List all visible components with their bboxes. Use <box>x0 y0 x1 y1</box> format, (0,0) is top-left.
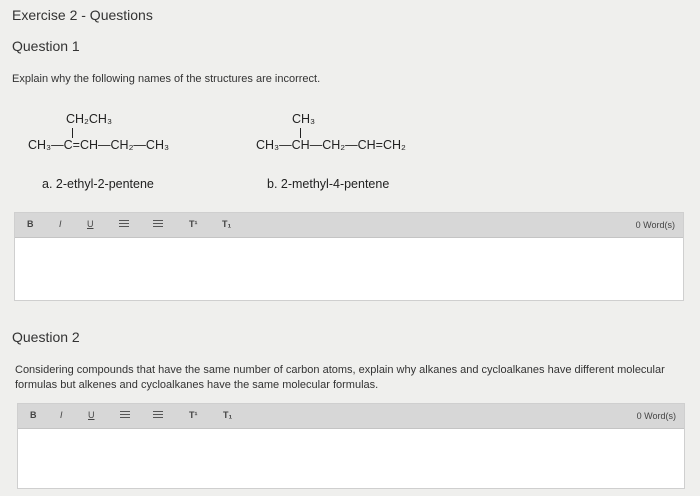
superscript-icon[interactable]: T¹ <box>189 410 198 420</box>
ordered-list-icon[interactable] <box>120 409 130 422</box>
bold-icon[interactable]: B <box>27 219 34 229</box>
unordered-list-icon[interactable] <box>153 409 163 422</box>
question-1-prompt: Explain why the following names of the structures are incorrect. <box>12 73 321 85</box>
superscript-icon[interactable]: T¹ <box>189 219 198 229</box>
unordered-list-icon[interactable] <box>153 218 163 231</box>
structure-a <box>28 112 228 162</box>
answer-textarea-1[interactable] <box>15 238 683 300</box>
question-2-heading: Question 2 <box>12 329 80 345</box>
structure-a-branch: CH₂CH₃ <box>66 112 113 126</box>
structure-a-name: a. 2-ethyl-2-pentene <box>42 177 154 191</box>
question-1-heading: Question 1 <box>12 38 80 54</box>
word-count: 0 Word(s) <box>636 411 676 421</box>
answer-textarea-2[interactable] <box>18 429 684 488</box>
structure-a-vertical-bond <box>72 128 73 138</box>
subscript-icon[interactable]: T₁ <box>223 410 233 420</box>
editor-toolbar-2 <box>18 404 684 429</box>
editor-toolbar-1 <box>15 213 683 238</box>
page-title: Exercise 2 - Questions <box>12 7 153 23</box>
underline-icon[interactable]: U <box>88 410 95 420</box>
question-2-prompt: Considering compounds that have the same number of carbon atoms, explain why alkanes and cycloalkanes have different molecular formulas but alkenes and cycloalkanes have the same molecular formulas. <box>15 364 665 391</box>
answer-editor-1 <box>14 212 684 301</box>
structure-a-chain: CH₃—C=CH—CH₂—CH₃ <box>28 138 170 152</box>
italic-icon[interactable]: I <box>60 410 63 420</box>
answer-editor-2 <box>17 403 685 489</box>
subscript-icon[interactable]: T₁ <box>222 219 232 229</box>
structure-b-vertical-bond <box>300 128 301 138</box>
underline-icon[interactable]: U <box>87 219 94 229</box>
italic-icon[interactable]: I <box>59 219 62 229</box>
structure-b-chain: CH₃—CH—CH₂—CH=CH₂ <box>256 138 406 152</box>
structure-b-branch: CH₃ <box>292 112 316 126</box>
structure-b-name: b. 2-methyl-4-pentene <box>267 177 390 191</box>
bold-icon[interactable]: B <box>30 410 37 420</box>
structure-b <box>256 112 456 162</box>
ordered-list-icon[interactable] <box>119 218 129 231</box>
word-count: 0 Word(s) <box>635 220 675 230</box>
